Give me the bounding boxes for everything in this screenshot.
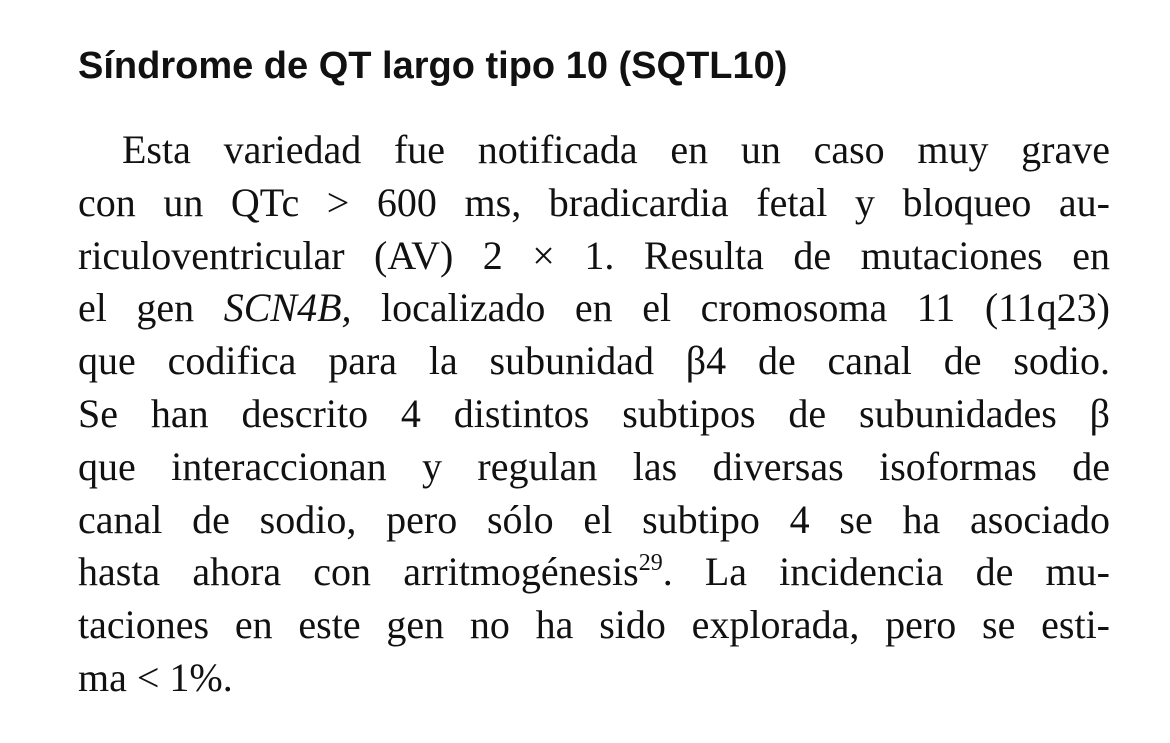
paragraph-line: riculoventricular (AV) 2 × 1. Resulta de mutaciones en	[78, 232, 1110, 278]
line-text: el gen	[78, 285, 224, 331]
paragraph-line: que codifica para la subunidad β4 de canal de sodio.	[78, 338, 1110, 384]
line-text: localizado en el cromosoma 11 (11q23)	[351, 285, 1110, 331]
paragraph-line: canal de sodio, pero sólo el subtipo 4 se ha asociado	[78, 496, 1110, 542]
section-heading: Síndrome de QT largo tipo 10 (SQTL10)	[78, 45, 788, 87]
paragraph-line: que interaccionan y regulan las diversas isoformas de	[78, 443, 1110, 489]
line-text: . La incidencia de mu-	[662, 549, 1110, 595]
paragraph-line	[78, 546, 1110, 599]
paragraph-line: taciones en este gen no ha sido explorada, pero se esti-	[78, 602, 1110, 648]
paragraph-line: Se han descrito 4 distintos subtipos de subunidades β	[78, 390, 1110, 436]
paragraph-line	[78, 282, 1110, 335]
paragraph-line: con un QTc > 600 ms, bradicardia fetal y bloqueo au-	[78, 179, 1110, 225]
reference-superscript: 29	[638, 550, 663, 577]
paragraph-line: ma < 1%.	[78, 654, 233, 700]
body-paragraph	[78, 124, 1110, 705]
gene-name: SCN4B,	[223, 285, 352, 331]
line-text: hasta ahora con arritmogénesis	[78, 549, 639, 595]
paragraph-line	[78, 124, 1110, 177]
line-text: Esta variedad fue notificada en un caso muy grave	[122, 127, 1110, 172]
